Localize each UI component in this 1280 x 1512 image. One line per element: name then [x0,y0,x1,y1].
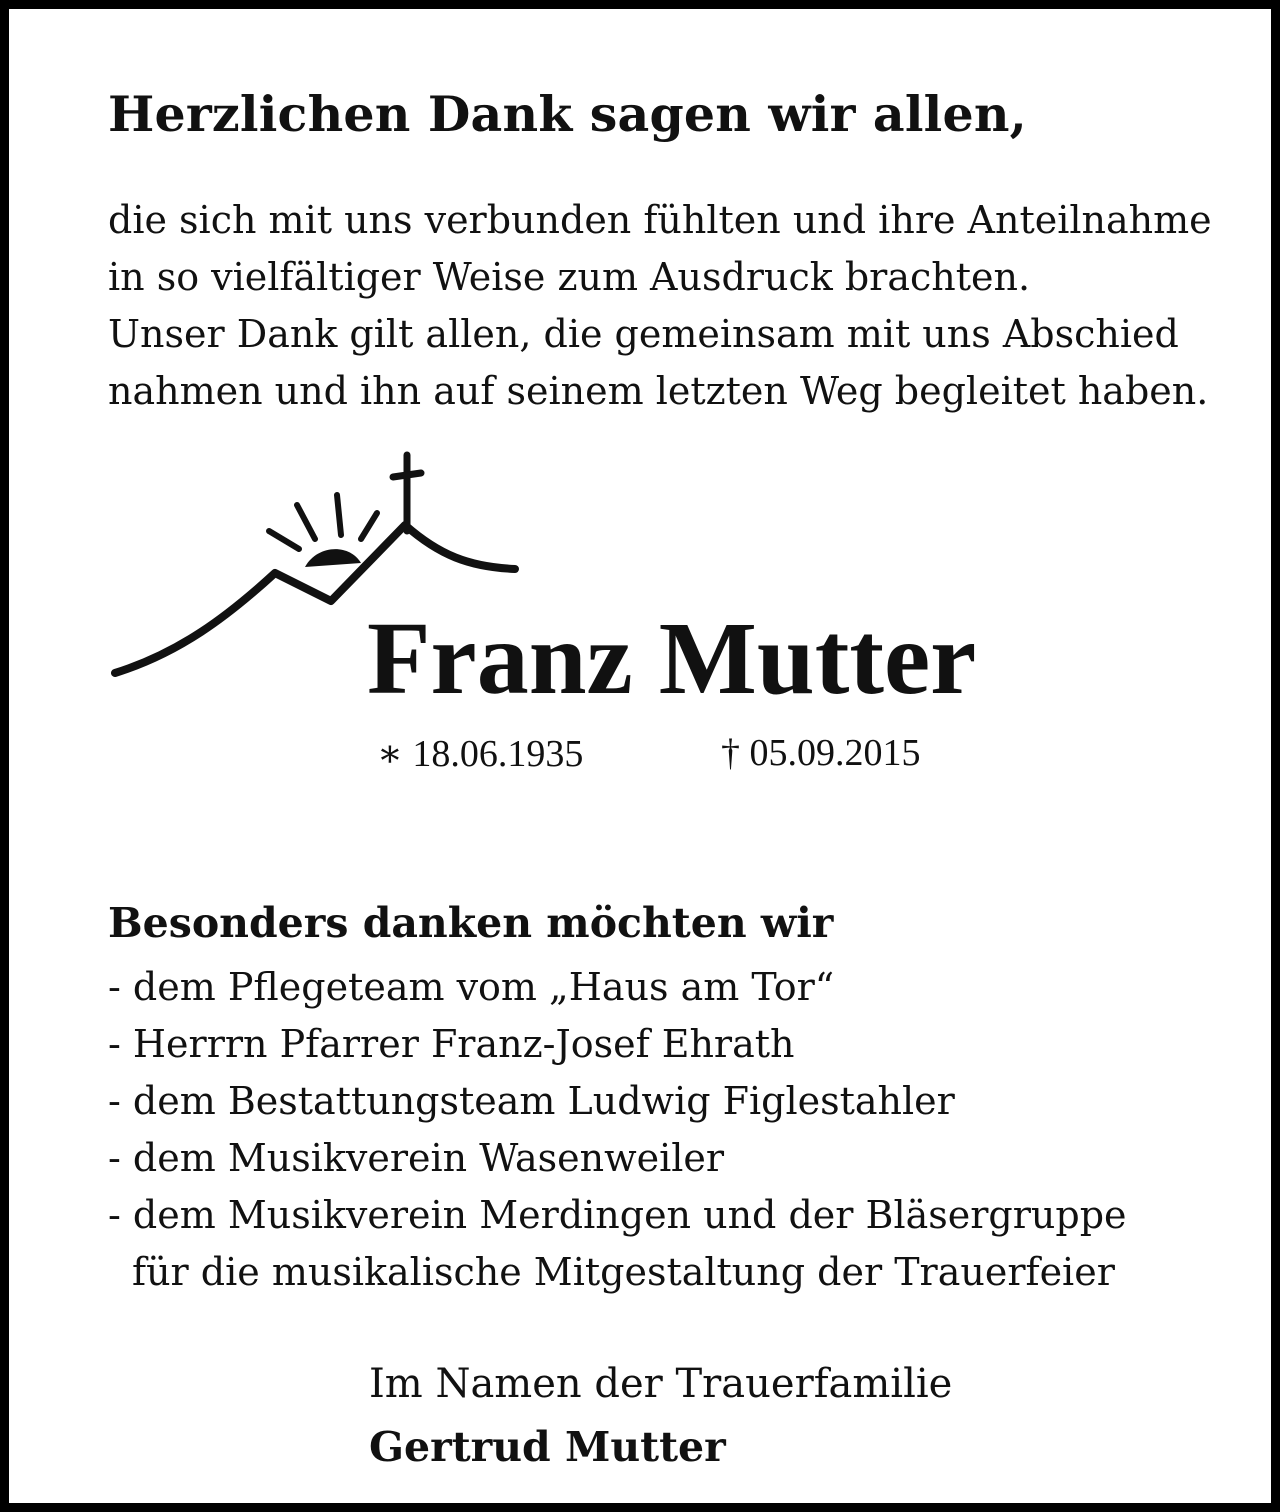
headline: Herzlichen Dank sagen wir allen, [108,85,1027,143]
list-item: - Herrrn Pfarrer Franz-Josef Ehrath [108,1022,795,1066]
thanks-heading: Besonders danken möchten wir [108,899,834,947]
birth-date: ∗ 18.06.1935 [377,733,584,775]
signature-name: Gertrud Mutter [369,1423,726,1471]
list-item-continuation: für die musikalische Mitgestaltung der Trauerfeier [132,1250,1115,1294]
signature-line: Im Namen der Trauerfamilie [369,1361,953,1407]
intro-line: nahmen und ihn auf seinem letzten Weg begleitet haben. [108,369,1209,413]
intro-text [108,192,1212,420]
deceased-name: Franz Mutter [367,601,977,716]
list-item: - dem Bestattungsteam Ludwig Figlestahler [108,1079,955,1123]
intro-line: Unser Dank gilt allen, die gemeinsam mit uns Abschied [108,312,1179,356]
list-item: - dem Musikverein Wasenweiler [108,1136,725,1180]
list-item: - dem Pflegeteam vom „Haus am Tor“ [108,965,835,1009]
death-date: † 05.09.2015 [721,732,921,774]
thanks-list [108,959,1127,1301]
intro-line: die sich mit uns verbunden fühlten und ihre Anteilnahme [108,198,1212,242]
list-item: - dem Musikverein Merdingen und der Bläsergruppe [108,1193,1127,1237]
intro-line: in so vielfältiger Weise zum Ausdruck brachten. [108,255,1031,299]
